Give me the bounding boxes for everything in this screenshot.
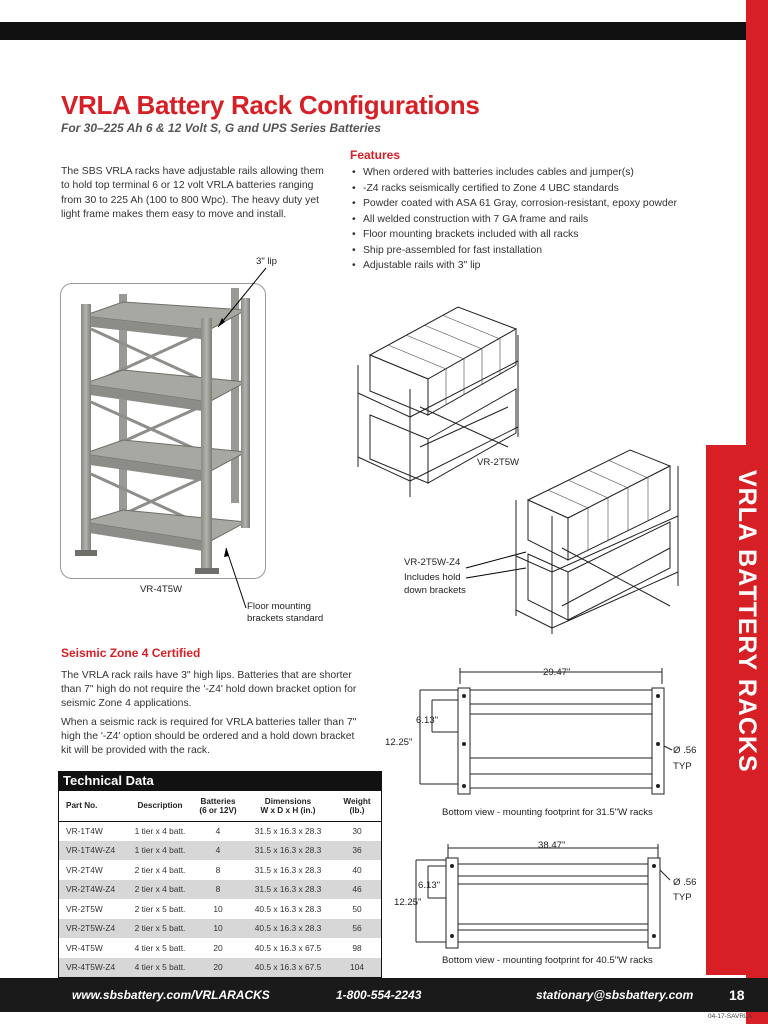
footprint-2-depth-inner: 6.13" — [418, 880, 441, 891]
footprint-1-depth-outer: 12.25" — [385, 737, 413, 748]
footer-phone[interactable]: 1-800-554-2243 — [336, 988, 422, 1002]
feature-item: • When ordered with batteries includes cables and jumper(s) — [352, 165, 677, 181]
footprint-1-caption: Bottom view - mounting footprint for 31.5"W racks — [442, 807, 653, 818]
footprint-1-hole: Ø .56 — [673, 745, 697, 756]
footprint-2-width: 38.47" — [538, 840, 566, 851]
technical-data-title: Technical Data — [59, 772, 381, 791]
footprint-2-depth-outer: 12.25" — [394, 897, 422, 908]
table-row: VR-2T4W-Z4 2 tier x 4 batt. 8 31.5 x 16.3 x 28.3 46 — [59, 880, 381, 900]
table-row: VR-4T5W-Z4 4 tier x 5 batt. 20 40.5 x 16.3 x 67.5 104 — [59, 958, 381, 978]
footprint-1-typ: TYP — [673, 761, 692, 772]
page-number: 18 — [729, 987, 745, 1003]
footprint-1-width: 29.47" — [543, 667, 571, 678]
seismic-heading: Seismic Zone 4 Certified — [61, 646, 201, 660]
table-row: VR-4T5W 4 tier x 5 batt. 20 40.5 x 16.3 x 67.5 98 — [66, 942, 362, 953]
table-row: VR-1T4W-Z4 1 tier x 4 batt. 4 31.5 x 16.3 x 28.3 36 — [59, 841, 381, 861]
feature-item: • Ship pre-assembled for fast installation — [352, 243, 677, 259]
feature-item: • Floor mounting brackets included with all racks — [352, 227, 677, 243]
spec-table — [59, 791, 381, 977]
table-row: VR-2T5W-Z4 2 tier x 5 batt. 10 40.5 x 16.3 x 28.3 56 — [59, 919, 381, 939]
features-heading: Features — [350, 148, 401, 162]
footer-bar — [0, 978, 768, 1012]
intro-paragraph: The SBS VRLA racks have adjustable rails allowing them to hold top terminal 6 or 12 volt VRLA batteries ranging from 30 to 225 Ah (100 to 800 Wpc). The heavy duty yet light frame makes them easy to move and install. — [61, 166, 324, 220]
feature-item: • Adjustable rails with 3" lip — [352, 258, 677, 274]
footer-website-link[interactable]: www.sbsbattery.com/VRLARACKS — [72, 988, 270, 1002]
section-tab-label: VRLA BATTERY RACKS — [733, 470, 761, 773]
page-subtitle: For 30–225 Ah 6 & 12 Volt S, G and UPS Series Batteries — [61, 121, 381, 135]
doc-code: 04-17-SAVRLA — [708, 1013, 752, 1020]
hold-down-label-1: Includes hold — [404, 572, 461, 583]
feature-item: • All welded construction with 7 GA frame and rails — [352, 212, 677, 228]
col-description: Description — [127, 791, 193, 821]
footprint-2-hole: Ø .56 — [673, 877, 697, 888]
lip-label: 3" lip — [256, 256, 278, 267]
technical-data-table — [58, 771, 382, 978]
footprint-2-caption: Bottom view - mounting footprint for 40.5"W racks — [442, 955, 653, 966]
feature-item: • Powder coated with ASA 61 Gray, corrosion-resistant, epoxy powder — [352, 196, 677, 212]
col-weight: Weight (lb.) — [333, 791, 381, 821]
vr2t5w-z4-label: VR-2T5W-Z4 — [404, 557, 461, 568]
seismic-paragraph-1: The VRLA rack rails have 3" high lips. Batteries that are shorter than 7" high do not require the '-Z4' hold down bracket option for seismic Zone 4 applications. — [61, 670, 357, 709]
floor-bracket-label-2: brackets standard — [247, 613, 324, 624]
footprint-2-typ: TYP — [673, 892, 692, 903]
col-part: Part No. — [59, 791, 127, 821]
footprint-31-5-drawing — [380, 660, 700, 800]
vr2t5w-z4-drawing — [500, 436, 700, 636]
col-dimensions: Dimensions W x D x H (in.) — [243, 791, 333, 821]
seismic-paragraph-2: When a seismic rack is required for VRLA batteries taller than 7" high the '-Z4' option should be ordered and a hold down bracket kit will be provided with the rack. — [61, 717, 357, 756]
table-row: VR-1T4W 1 tier x 4 batt. 4 31.5 x 16.3 x 28.3 30 — [66, 826, 362, 836]
footer-email-link[interactable]: stationary@sbsbattery.com — [536, 988, 694, 1002]
footprint-1-depth-inner: 6.13" — [416, 715, 439, 726]
vr4t5w-label: VR-4T5W — [140, 584, 183, 595]
hold-down-label-2: down brackets — [404, 585, 466, 596]
vr2t5w-label: VR-2T5W — [477, 457, 520, 468]
footprint-40-5-drawing — [380, 836, 700, 956]
page-title: VRLA Battery Rack Configurations — [61, 90, 480, 120]
feature-item: • -Z4 racks seismically certified to Zone 4 UBC standards — [352, 181, 677, 197]
table-row: VR-2T5W 2 tier x 5 batt. 10 40.5 x 16.3 x 28.3 50 — [66, 903, 362, 914]
floor-bracket-label-1: Floor mounting — [247, 601, 311, 612]
table-row: VR-2T4W 2 tier x 4 batt. 8 31.5 x 16.3 x 28.3 40 — [66, 864, 362, 875]
col-batteries: Batteries (6 or 12V) — [193, 791, 243, 821]
